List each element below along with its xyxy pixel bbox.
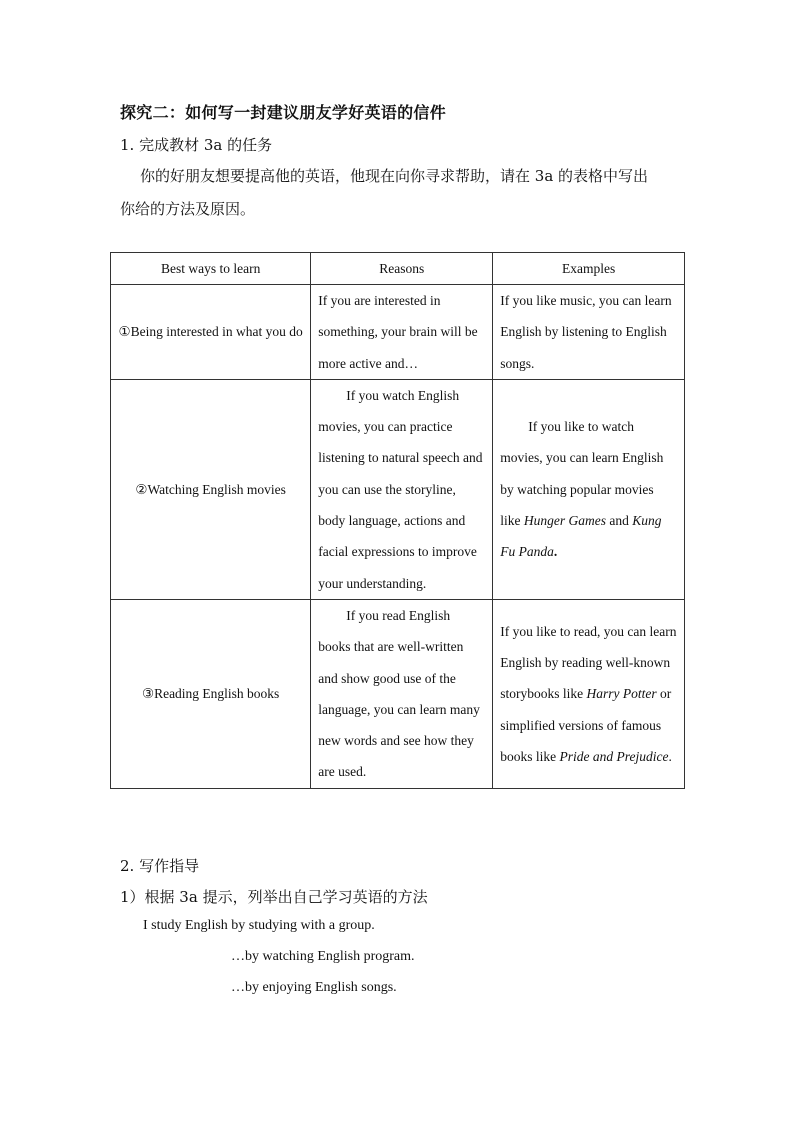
example-cell: If you like music, you can learn English by listening to English songs. [493,285,685,380]
task-instruction-cont: 你给的方法及原因。 [120,200,256,218]
table-row [111,379,685,599]
example-connector: or simplified versions of famous books like [500,686,672,764]
header-reasons: Reasons [311,253,493,285]
table-row [111,285,685,380]
guide-subtitle: 1）根据 3a 提示，列举出自己学习英语的方法 [120,888,428,906]
reason-cell: If you are interested in something, your brain will be more active and… [311,285,493,380]
section-heading: 探究二：如何写一封建议朋友学好英语的信件 [120,103,447,122]
guide-title: 2. 写作指导 [120,857,200,875]
movie-title: Kung Fu Panda [500,513,662,560]
book-title: Harry Potter [586,686,657,702]
reason-text: If you read English books that are well-written and show good use of the language, you can learn many new words and see how they are used. [318,607,480,780]
book-title: Pride and Prejudice [559,748,669,764]
way-cell: ③Reading English books [111,599,311,788]
example-sentence: …by enjoying English songs. [231,980,397,995]
example-text: If you like to read, you can learn English by reading well-known storybooks like [500,623,677,702]
example-end: . [668,748,672,764]
example-cell [493,379,685,599]
table-header-row [111,253,685,285]
header-examples: Examples [493,253,685,285]
way-cell: ①Being interested in what you do [111,285,311,380]
example-sentence: …by watching English program. [231,949,415,964]
movie-title: Hunger Games [523,513,607,529]
way-cell: ②Watching English movies [111,379,311,599]
reason-cell [311,599,493,788]
table-row [111,599,685,788]
reason-cell [311,379,493,599]
example-text: If you like to watch movies, you can learn English by watching popular movies like [500,419,664,529]
reason-text: If you watch English movies, you can practice listening to natural speech and you can use the storyline, body language, actions and facial expressions to improve your understanding. [318,387,483,591]
example-cell [493,599,685,788]
example-sentence: I study English by studying with a group. [143,918,375,933]
task-title: 1. 完成教材 3a 的任务 [120,136,273,154]
example-end: . [553,544,558,560]
header-best-ways: Best ways to learn [111,253,311,285]
methods-table [110,252,685,789]
task-instruction: 你的好朋友想要提高他的英语，他现在向你寻求帮助，请在 3a 的表格中写出 [140,167,649,185]
example-connector: and [609,513,629,529]
